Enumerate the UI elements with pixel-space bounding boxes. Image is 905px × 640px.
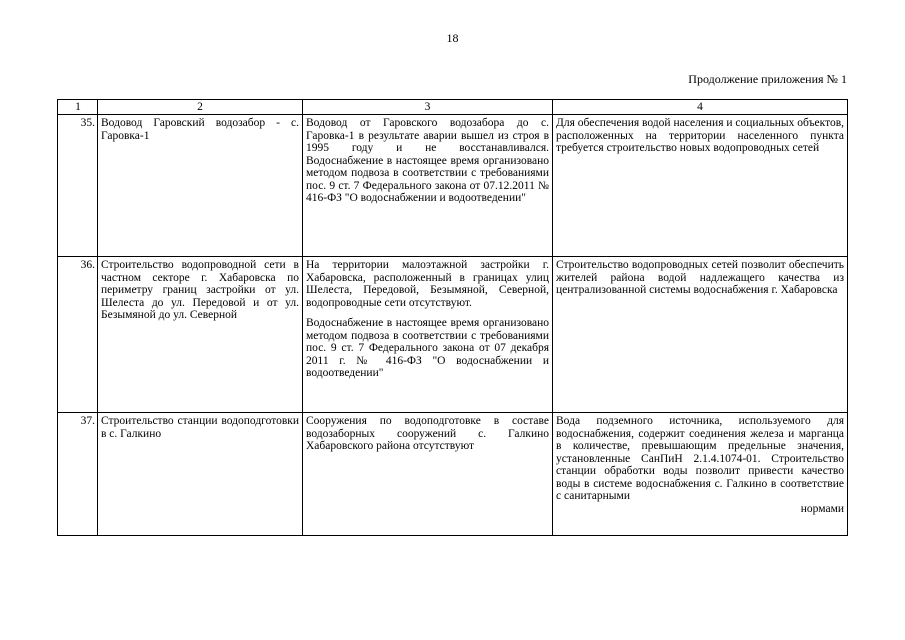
row-number: 35.	[58, 115, 98, 257]
header-cell: 3	[303, 100, 553, 115]
table-row	[58, 413, 848, 536]
row-number: 37.	[58, 413, 98, 536]
object-name-cell: Строительство водопроводной сети в частном секторе г. Хабаровска по периметру границ застройки от ул. Шелеста до ул. Передовой и от ул. Безымяной до ул. Северной	[98, 257, 303, 413]
appendix-table	[57, 99, 848, 536]
justification-cell	[553, 413, 848, 536]
current-state-cell: Сооружения по водоподготовке в составе водозаборных сооружений с. Галкино Хабаровского района отсутствуют	[303, 413, 553, 536]
current-state-paragraph: Водоснабжение в настоящее время организовано методом подвоза в соответствии с требованиями пос. 9 ст. 7 Федерального закона от 07 декабря 2011 г. № 416-ФЗ "О водоснабжении и водоотведении"	[306, 317, 549, 379]
table-row	[58, 115, 848, 257]
current-state-cell	[303, 257, 553, 413]
header-cell: 2	[98, 100, 303, 115]
header-cell: 1	[58, 100, 98, 115]
justification-cell: Строительство водопроводных сетей позволит обеспечить жителей района водой надлежащего качества из централизованной системы водоснабжения г. Хабаровска	[553, 257, 848, 413]
header-cell: 4	[553, 100, 848, 115]
table-header-row	[58, 100, 848, 115]
object-name-cell: Водовод Гаровский водозабор - с. Гаровка-1	[98, 115, 303, 257]
current-state-cell: Водовод от Гаровского водозабора до с. Гаровка-1 в результате аварии вышел из строя в 1995 году и не восстанавливался. Водоснабжение в настоящее время организовано методом подвоза в соответствии с требованиями пос. 9 ст. 7 Федерального закона от 07.12.2011 № 416-ФЗ "О водоснабжении и водоотведении"	[303, 115, 553, 257]
justification-text: Вода подземного источника, используемого для водоснабжения, содержит соединения железа и марганца в количестве, превышающим предельные значения, установленные СанПиН 2.1.4.1074-01. Строительство станции обработки воды позволит привести качество воды в системе водоснабжения с. Галкино в соответствие с санитарными	[556, 415, 844, 502]
current-state-paragraph: На территории малоэтажной застройки г. Хабаровска, расположенный в границах улиц Шелеста, Передовой, Безымяной, Северной, водопроводные сети отсутствуют.	[306, 259, 549, 309]
object-name-cell: Строительство станции водоподготовки в с. Галкино	[98, 413, 303, 536]
justification-cell: Для обеспечения водой населения и социальных объектов, расположенных на территории населенного пункта требуется строительство новых водопроводных сетей	[553, 115, 848, 257]
page-number: 18	[446, 31, 459, 45]
appendix-continuation-label: Продолжение приложения № 1	[688, 72, 847, 86]
table-row	[58, 257, 848, 413]
row-number: 36.	[58, 257, 98, 413]
justification-text-tail: нормами	[800, 502, 844, 515]
